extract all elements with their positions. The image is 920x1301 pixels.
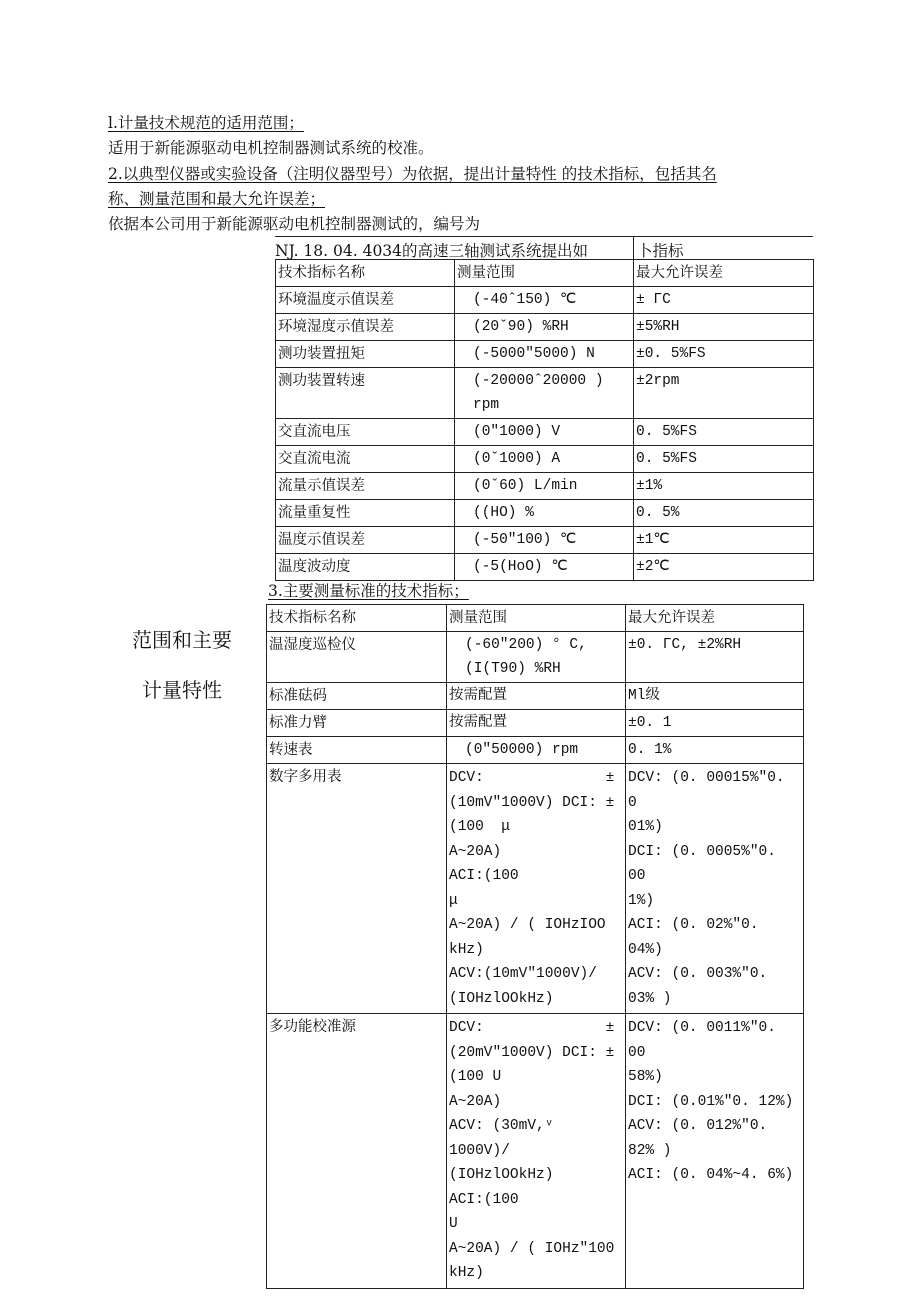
table-row xyxy=(267,764,804,1014)
range-cell: (0"50000) rpm xyxy=(447,737,626,764)
table-row xyxy=(276,554,814,581)
range-cell: (-5(HoO) ℃ xyxy=(455,554,634,581)
range-cell: (-60"200) ° C, (I(T90) %RH xyxy=(447,632,626,683)
table-row xyxy=(267,737,804,764)
range-cell: 按需配置 xyxy=(447,683,626,710)
indicator-name-cell: 环境温度示值误差 xyxy=(276,287,455,314)
range-cell: ((HO) % xyxy=(455,500,634,527)
max-error-cell: ±0. 1 xyxy=(626,710,804,737)
table-row xyxy=(276,287,814,314)
range-cell: (-40ˆ150) ℃ xyxy=(455,287,634,314)
max-error-cell: ± ΓC xyxy=(634,287,814,314)
range-cell: DCV: ± (20mV"1000V) DCI: ± (100 U A~20A) ACV: (30mV,ᵛ 1000V)/ (IOHzlOOkHz) ACI:(100 U A~20A) / ( IOHz"100 kHz) xyxy=(447,1014,626,1289)
table-row xyxy=(276,419,814,446)
section1-body: 适用于新能源驱动电机控制器测试系统的校准。 xyxy=(108,139,434,157)
max-error-cell: ±0. ΓC, ±2%RH xyxy=(626,632,804,683)
indicator-name-cell: 流量示值误差 xyxy=(276,473,455,500)
section2-heading-line2: 称、测量范围和最大允许误差； xyxy=(108,190,326,208)
measurement-standards-table xyxy=(266,604,804,1289)
max-error-cell: 0. 1% xyxy=(626,737,804,764)
range-cell: (20ˇ90) %RH xyxy=(455,314,634,341)
table-row xyxy=(276,341,814,368)
table-row xyxy=(276,473,814,500)
max-error-cell: ±1℃ xyxy=(634,527,814,554)
section2-heading-line1: 2.以典型仪器或实验设备（注明仪器型号）为依据，提出计量特性 的技术指标，包括其名 xyxy=(108,165,717,183)
header-cell: 技术指标名称 xyxy=(276,260,455,287)
intro-separator xyxy=(633,237,634,259)
header-cell: 最大允许误差 xyxy=(634,260,814,287)
range-cell: (0ˇ1000) A xyxy=(455,446,634,473)
header-cell: 最大允许误差 xyxy=(626,605,804,632)
intro-right-text: 卜指标 xyxy=(637,242,684,260)
table1-intro-row xyxy=(275,236,813,259)
table-row xyxy=(276,314,814,341)
indicator-name-cell: 环境湿度示值误差 xyxy=(276,314,455,341)
indicator-name-cell: 数字多用表 xyxy=(267,764,447,1014)
section3-heading: 3.主要测量标准的技术指标； xyxy=(268,582,469,600)
section1-heading: l.计量技术规范的适用范围； xyxy=(108,114,304,132)
indicator-name-cell: 温度波动度 xyxy=(276,554,455,581)
indicator-name-cell: 测功装置扭矩 xyxy=(276,341,455,368)
table-row xyxy=(276,527,814,554)
max-error-cell: ±2℃ xyxy=(634,554,814,581)
max-error-cell: DCV: (0. 0011%"0. 00 58%) DCI: (0.01%"0. 12%) ACV: (0. 012%"0. 82% ) ACI: (0. 04%~4. 6%) xyxy=(626,1014,804,1289)
range-cell: 按需配置 xyxy=(447,710,626,737)
table-row xyxy=(276,446,814,473)
indicator-name-cell: 转速表 xyxy=(267,737,447,764)
side-label-range: 范围和主要 xyxy=(132,628,232,652)
table-row xyxy=(276,368,814,419)
range-cell: (-20000ˆ20000 ) rpm xyxy=(455,368,634,419)
max-error-cell: DCV: (0. 00015%"0. 0 01%) DCI: (0. 0005%"0. 00 1%) ACI: (0. 02%"0. 04%) ACV: (0. 003%"0. 03% ) xyxy=(626,764,804,1014)
intro-left-text: NJ. 18. 04. 4034的高速三轴测试系统提出如 xyxy=(275,242,589,260)
table-row xyxy=(267,683,804,710)
indicator-name-cell: 温湿度巡检仪 xyxy=(267,632,447,683)
indicator-name-cell: 流量重复性 xyxy=(276,500,455,527)
range-cell: (0"1000) V xyxy=(455,419,634,446)
range-cell: (-5000"5000) N xyxy=(455,341,634,368)
range-cell: (-50"100) ℃ xyxy=(455,527,634,554)
table-row xyxy=(267,1014,804,1289)
indicator-name-cell: 交直流电流 xyxy=(276,446,455,473)
indicator-name-cell: 标准砝码 xyxy=(267,683,447,710)
table-row xyxy=(267,632,804,683)
indicator-name-cell: 交直流电压 xyxy=(276,419,455,446)
technical-indicators-table xyxy=(275,259,814,581)
max-error-cell: 0. 5%FS xyxy=(634,446,814,473)
max-error-cell: ±0. 5%FS xyxy=(634,341,814,368)
header-cell: 测量范围 xyxy=(447,605,626,632)
table-header-row xyxy=(276,260,814,287)
header-cell: 测量范围 xyxy=(455,260,634,287)
indicator-name-cell: 测功装置转速 xyxy=(276,368,455,419)
side-label-metrology: 计量特性 xyxy=(142,678,222,702)
max-error-cell: 0. 5%FS xyxy=(634,419,814,446)
table-header-row xyxy=(267,605,804,632)
max-error-cell: ±2rpm xyxy=(634,368,814,419)
max-error-cell: 0. 5% xyxy=(634,500,814,527)
section2-body: 依据本公司用于新能源驱动电机控制器测试的，编号为 xyxy=(108,215,481,233)
max-error-cell: ±1% xyxy=(634,473,814,500)
header-cell: 技术指标名称 xyxy=(267,605,447,632)
table-row xyxy=(276,500,814,527)
range-cell: DCV: ± (10mV"1000V) DCI: ± (100 μ A~20A) ACI:(100 μ A~20A) / ( IOHzIOO kHz) ACV:(10mV"1000V)/ (IOHzlOOkHz) xyxy=(447,764,626,1014)
table-row xyxy=(267,710,804,737)
max-error-cell: Ml级 xyxy=(626,683,804,710)
indicator-name-cell: 标准力臂 xyxy=(267,710,447,737)
range-cell: (0ˇ60) L/min xyxy=(455,473,634,500)
max-error-cell: ±5%RH xyxy=(634,314,814,341)
indicator-name-cell: 温度示值误差 xyxy=(276,527,455,554)
indicator-name-cell: 多功能校准源 xyxy=(267,1014,447,1289)
